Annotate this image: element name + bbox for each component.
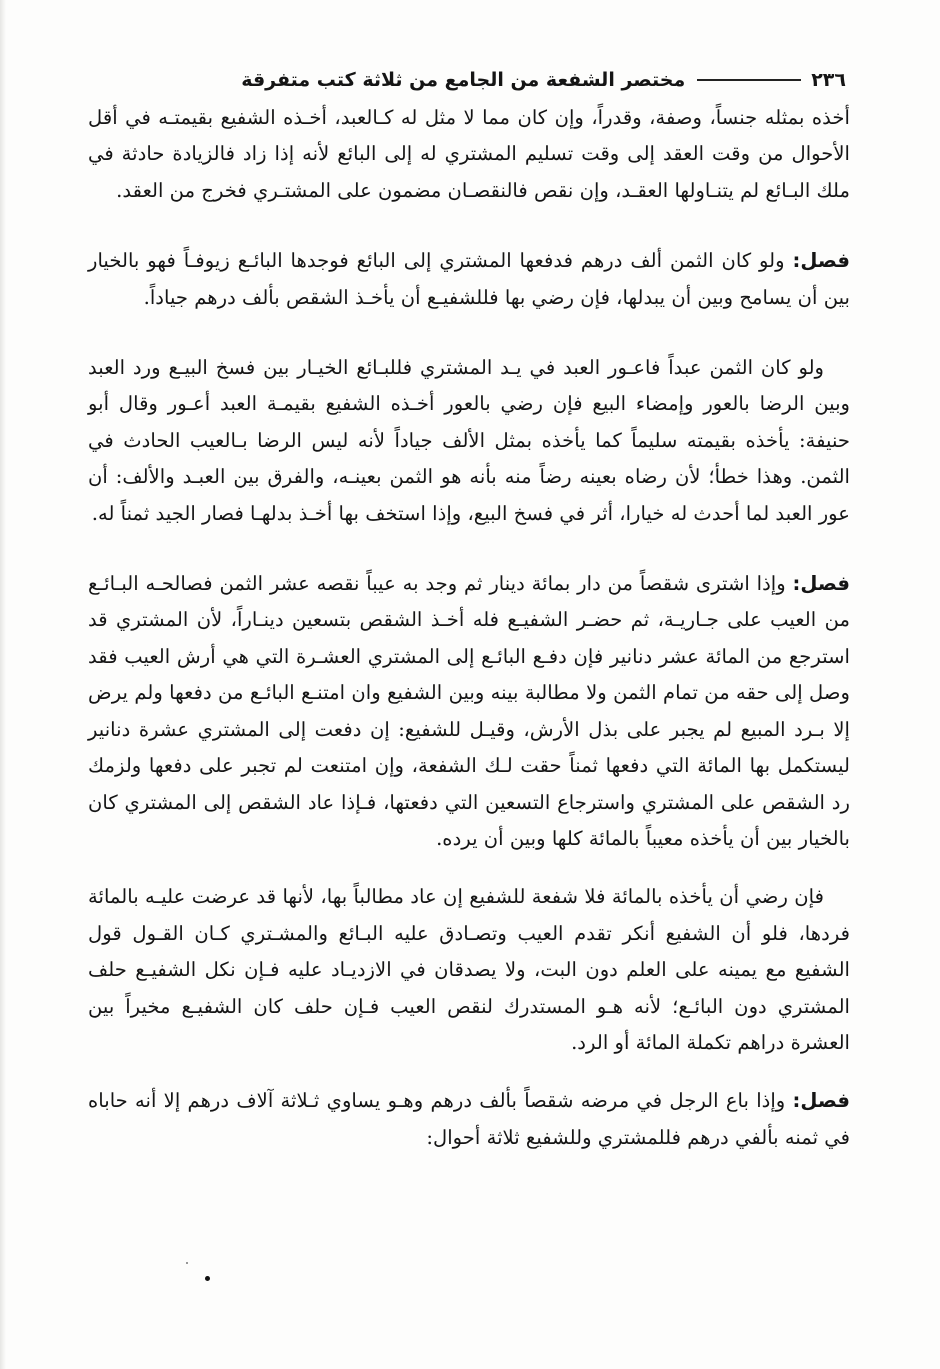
paragraph-2 [88,243,850,316]
paragraph-5 [88,879,850,1061]
paragraph-3-text: ولو كان الثمن عبداً فاعـور العبد في يـد المشتري فللبـائع الخيـار بين فسخ البيـع ورد العبد وبين الرضا بالعور وإمضاء البيع فإن رضي بالعور أخـذه الشفيع بقيمـة العبد أعـور وقال أبو حنيفة: يأخذه بقيمته سليماً كما يأخذه بمثل الألف جياداً لأنه ليس الرضا بـالعيب الحادث في الثمن. وهذا خطأ؛ لأن رضاه بعينه رضاً منه بأنه هو الثمن بعينـه، والفرق بين العبـد والألف: أن عور العبد لما أحدث له خيارا، أثر في فسخ البيع، وإذا استخف بها أخـذ بدلهـا فصار الجيد ثمناً له. [88,356,850,525]
paragraph-6-text: وإذا باع الرجل في مرضه شقصاً بألف درهم وهـو يساوي ثـلاثة آلاف درهم إلا أنه حاباه في ثمنه بألفي درهم فللمشتري وللشفيع ثلاثة أحوال: [88,1089,850,1149]
paragraph-6 [88,1083,850,1156]
ink-speck [205,1276,210,1281]
paragraph-3 [88,350,850,532]
section-label: فصل: [792,1089,850,1113]
page-body [88,100,850,1190]
header-rule [697,79,801,81]
scan-edge-shadow [0,0,6,1369]
paragraph-5-text: فإن رضي أن يأخذه بالمائة فلا شفعة للشفيع إن عاد مطالباً بها، لأنها قد عرضت عليـه بالمائة فردها، فلو أن الشفيع أنكر تقدم العيب وتصـادق عليه البـائع والمشـتري كـان القـول قول الشفيع مع يمينه على العلم دون البت، ولا يصدقان في الازديـاد عليه فـإن نكل الشفيـع حلف المشتري دون البائـع؛ لأنه هـو المستدرك لنقص العيب فـإن حلف كان الشفيـع مخيراً بين العشرة دراهم تكملة المائة أو الرد. [88,885,850,1054]
section-label: فصل: [792,572,850,596]
page-number: ٢٣٦ [811,69,846,91]
paragraph-4 [88,566,850,857]
paragraph-4-text: وإذا اشترى شقصاً من دار بمائة دينار ثم وجد به عيباً نقصه عشر الثمن فصالحـه البـائـع من العيب على جـاريـة، ثم حضـر الشفيـع فله أخـذ الشقص بتسعين دينـاراً، لأن المشتري قد استرجع من المائة عشر دنانير فإن دفـع البائـع إلى المشتري العشـرة التي هي أرش العيب فقد وصل إلى حقه من تمام الثمن ولا مطالبة بينه وبين الشفيع وان امتنـع البائـع من دفعها ولم يرض إلا بـرد المبيع لم يجبر على بذل الأرش، وقيـل للشفيع: إن دفعت إلى المشتري عشرة دنانير ليستكمل بها المائة التي دفعها ثمناً حقت لـك الشفعة، وإن امتنعت لم تجبر على دفعها ولزمك رد الشقص على المشتري واسترجاع التسعين التي دفعتها، فـإذا عاد الشقص إلى المشتري كان بالخيار بين أن يأخذه معيباً بالمائة كلها وبين أن يرده. [88,572,850,850]
section-label: فصل: [792,249,850,273]
running-header [88,60,846,100]
ink-speck-small [186,1262,188,1264]
paragraph-2-text: ولو كان الثمن ألف درهم فدفعها المشتري إلى البائع فوجدها البائـع زيوفـاً فهو بالخيار بين أن يسامح وبين أن يبدلها، فإن رضي بها فللشفيـع أن يأخـذ الشقص بألف درهم جياداً. [88,249,850,309]
paragraph-1-text: أخذه بمثله جنساً، وصفة، وقدراً، وإن كان مما لا مثل له كـالعبد، أخـذه الشفيع بقيمتـه في أقل الأحوال من وقت العقد إلى وقت تسليم المشتري له إلى البائع لأنه إذا زاد فالزيادة حادثة في ملك البـائع لم يتنـاولها العقـد، وإن نقص فالنقصـان مضمون على المشتـري فخرج من العقد. [88,106,850,202]
header-title: مختصر الشفعة من الجامع من ثلاثة كتب متفرقة [241,69,686,91]
paragraph-1 [88,100,850,209]
